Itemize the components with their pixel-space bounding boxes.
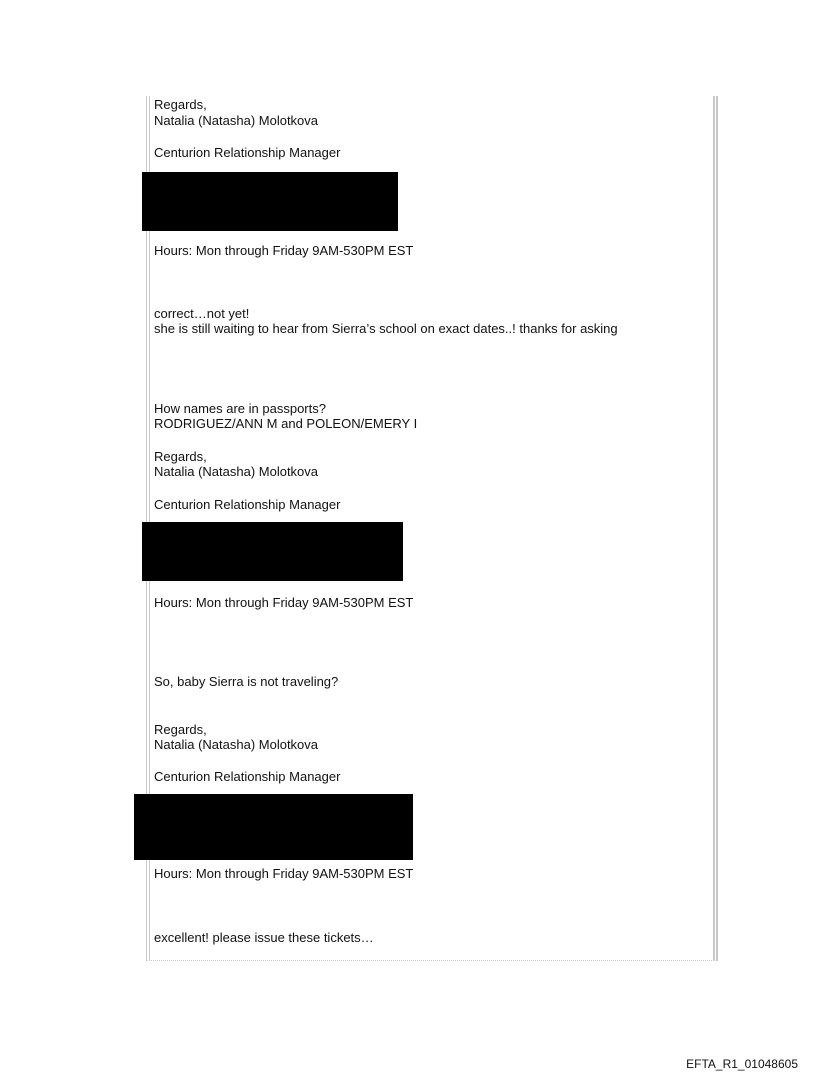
redaction-box <box>142 172 398 231</box>
office-hours: Hours: Mon through Friday 9AM-530PM EST <box>154 866 414 881</box>
redaction-box <box>142 522 403 581</box>
message-line: How names are in passports? <box>154 401 326 416</box>
message-line: RODRIGUEZ/ANN M and POLEON/EMERY I <box>154 416 418 431</box>
office-hours: Hours: Mon through Friday 9AM-530PM EST <box>154 595 414 610</box>
regards-text: Regards, <box>154 722 207 737</box>
sender-title: Centurion Relationship Manager <box>154 145 341 160</box>
regards-text: Regards, <box>154 449 207 464</box>
sender-name: Natalia (Natasha) Molotkova <box>154 464 319 479</box>
message-line: correct…not yet! <box>154 306 250 321</box>
message-line: excellent! please issue these tickets… <box>154 930 374 945</box>
sender-name: Natalia (Natasha) Molotkova <box>154 113 319 128</box>
sender-title: Centurion Relationship Manager <box>154 497 341 512</box>
sender-title: Centurion Relationship Manager <box>154 769 341 784</box>
regards-text: Regards, <box>154 97 207 112</box>
office-hours: Hours: Mon through Friday 9AM-530PM EST <box>154 243 414 258</box>
redaction-box <box>134 794 413 860</box>
sender-name: Natalia (Natasha) Molotkova <box>154 737 319 752</box>
document-id: EFTA_R1_01048605 <box>686 1057 798 1071</box>
message-line: So, baby Sierra is not traveling? <box>154 674 339 689</box>
message-line: she is still waiting to hear from Sierra’s school on exact dates..! thanks for asking <box>154 321 618 336</box>
